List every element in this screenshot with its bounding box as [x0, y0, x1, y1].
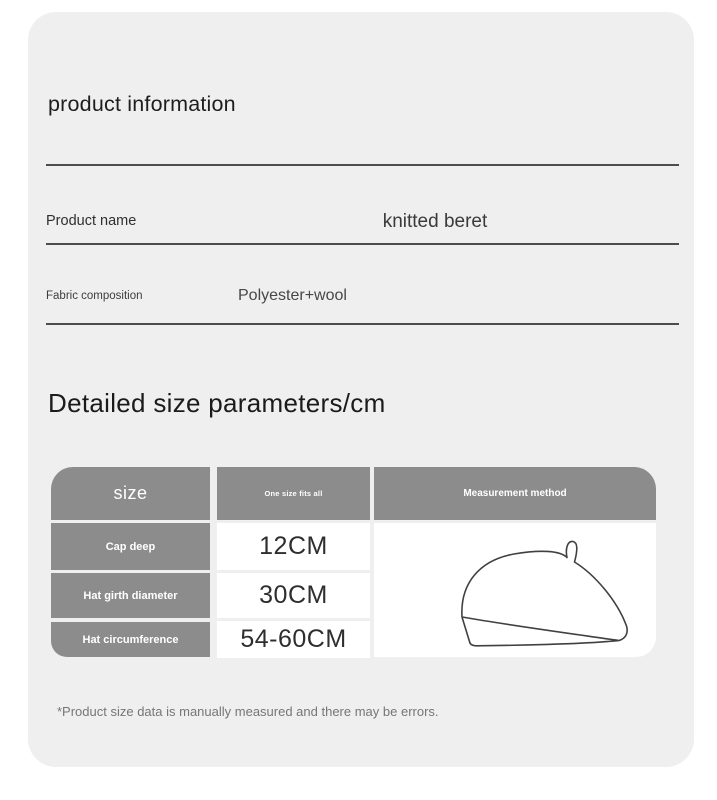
divider-line	[46, 164, 679, 166]
product-name-label: Product name	[46, 213, 137, 229]
footnote-text: *Product size data is manually measured and there may be errors.	[57, 704, 439, 719]
fabric-composition-value: Polyester+wool	[238, 287, 347, 304]
beret-outline-icon	[374, 523, 656, 657]
fabric-composition-label: Fabric composition	[46, 290, 143, 302]
measurement-method-panel	[374, 523, 656, 657]
table-row-label-hat-circumference: Hat circumference	[51, 622, 210, 657]
divider-line	[46, 243, 679, 245]
product-name-value: knitted beret	[382, 211, 488, 232]
table-row-label-hat-girth-diameter: Hat girth diameter	[51, 573, 210, 618]
divider-line	[46, 323, 679, 325]
table-row-label-cap-deep: Cap deep	[51, 523, 210, 570]
table-header-size: size	[51, 467, 210, 520]
section-title-product-information: product information	[48, 92, 236, 116]
table-row-value-hat-circumference: 54-60CM	[217, 621, 370, 658]
section-title-size-parameters: Detailed size parameters/cm	[48, 388, 386, 418]
table-header-one-size-fits-all: One size fits all	[217, 467, 370, 520]
table-row-value-cap-deep: 12CM	[217, 523, 370, 570]
product-info-card	[28, 12, 694, 767]
table-header-measurement-method: Measurement method	[374, 467, 656, 520]
table-row-value-hat-girth-diameter: 30CM	[217, 573, 370, 618]
